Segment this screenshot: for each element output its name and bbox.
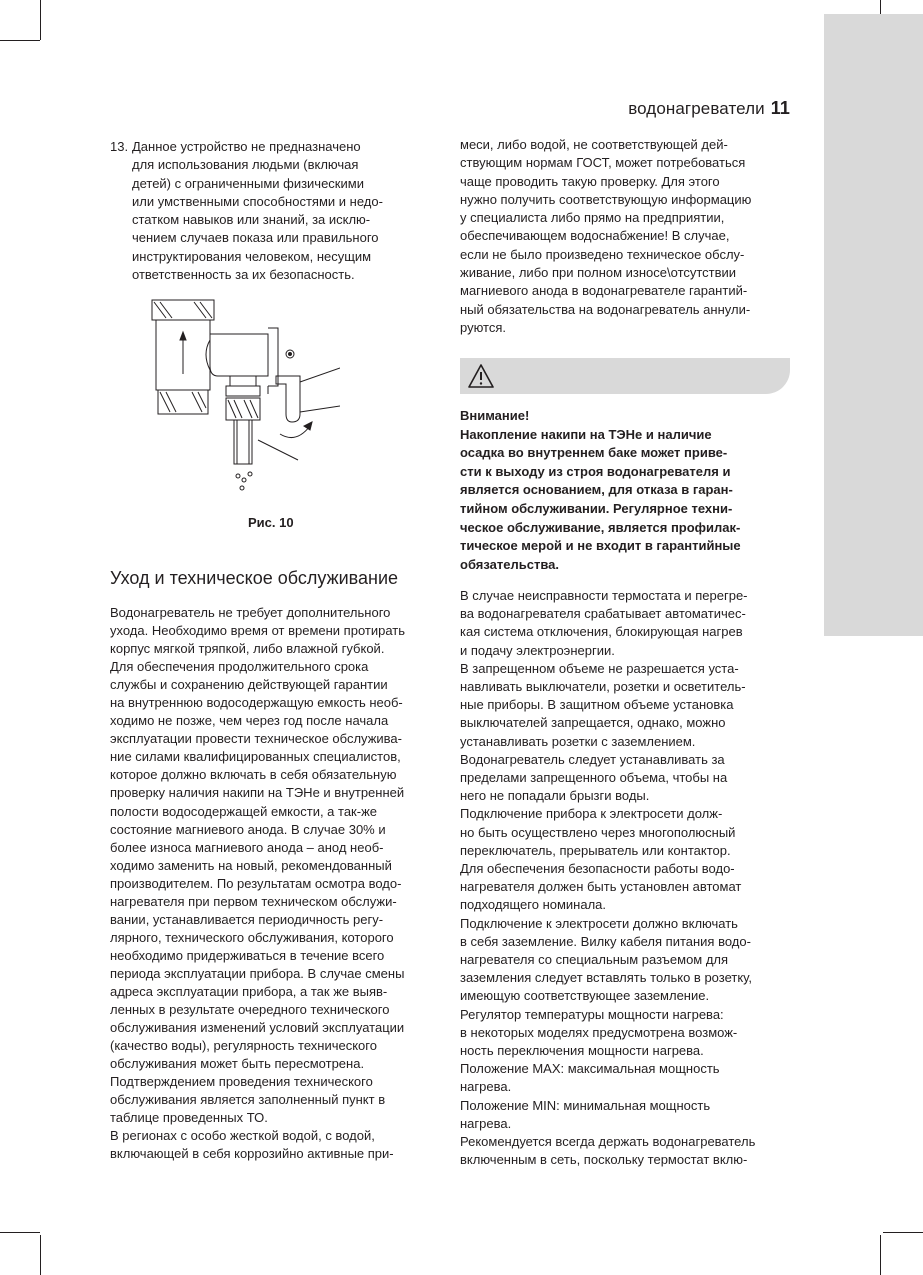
text-line: обслуживания может быть пересмотрена.	[110, 1056, 365, 1072]
text-line: руются.	[460, 319, 507, 335]
water-heater-valve-figure	[140, 294, 340, 504]
text-line: ствующим нормам ГОСТ, может потребоваться	[460, 155, 746, 171]
text-line: эксплуатации провести техническое обслужива-	[110, 731, 402, 747]
text-line: если не было произведено техническое обслу-	[460, 246, 745, 262]
text-line: на внутреннюю водосодержащую емкость необ-	[110, 695, 403, 711]
text-line: службы и сохранению действующей гарантии	[110, 677, 388, 693]
drain-pipe-drawing	[226, 376, 260, 490]
text-line: Водонагреватель следует устанавливать за	[460, 751, 725, 767]
list-item-13	[110, 138, 440, 284]
text-line: полости водосодержащей емкости, а так-же	[110, 803, 378, 819]
text-line: обслуживания изменений условий эксплуатации	[110, 1020, 405, 1036]
text-line: ходимо заменить на новый, рекомендованный	[110, 857, 392, 873]
warning-line: Накопление накипи на ТЭНе и наличие	[460, 426, 712, 442]
warning-line: осадка во внутреннем баке может приве-	[460, 445, 728, 461]
text-line: меси, либо водой, не соответствующей дей-	[460, 137, 728, 152]
text-line: заземления следует вставлять только в розетку,	[460, 970, 752, 986]
text-line: ние силами квалифицированных специалистов,	[110, 749, 401, 765]
text-line: (качество воды), регулярность технического	[110, 1038, 377, 1054]
text-line: Подтверждением проведения технического	[110, 1074, 373, 1090]
text-line: чаще проводить такую проверку. Для этого	[460, 173, 720, 189]
text-line: пределами запрещенного объема, чтобы на	[460, 770, 728, 786]
text-line: лярного, технического обслуживания, которого	[110, 929, 394, 945]
text-line: нагревателя должен быть установлен автомат	[460, 879, 742, 895]
text-line: живание, либо при полном износе\отсутствии	[460, 265, 737, 281]
crop-mark	[40, 0, 41, 40]
text-line: выключателей запрещается, однако, можно	[460, 715, 726, 731]
text-line: проверку наличия накипи на ТЭНе и внутренней	[110, 785, 405, 801]
text-line: нагрева.	[460, 1079, 512, 1095]
text-line: имеющую соответствующее заземление.	[460, 988, 710, 1004]
warning-triangle-icon	[467, 363, 495, 389]
text-line: нужно получить соответствующую информацию	[460, 191, 752, 207]
crop-mark	[880, 1235, 881, 1275]
text-line: для использования людьми (включая	[132, 157, 359, 173]
text-line: Водонагреватель не требует дополнительного	[110, 605, 391, 620]
section-title: Уход и техническое обслуживание	[110, 568, 399, 588]
item-number: 13.	[110, 139, 129, 154]
text-line: в себя заземление. Вилку кабеля питания водо-	[460, 933, 751, 949]
text-line: корпус мягкой тряпкой, либо влажной губкой.	[110, 641, 385, 657]
text-line: Данное устройство не предназначено	[132, 139, 361, 154]
text-line: нагревателя со специальным разъемом для	[460, 952, 729, 968]
text-line: Для обеспечения безопасности работы водо-	[460, 861, 735, 877]
text-line: ответственность за их безопасность.	[132, 267, 355, 283]
text-line: которое должно включать в себя обязательную	[110, 767, 397, 783]
right-top-text	[460, 136, 796, 337]
crop-mark	[0, 1232, 40, 1233]
text-line: и подачу электроэнергии.	[460, 642, 615, 658]
text-line: адреса эксплуатации прибора, а так же выяв-	[110, 983, 388, 999]
text-line: более износа магниевого анода – анод необ-	[110, 839, 384, 855]
text-line: В регионах с особо жесткой водой, с водой,	[110, 1128, 375, 1144]
text-line: него не попадали брызги воды.	[460, 788, 650, 804]
text-line: состояние магниевого анода. В случае 30% и	[110, 821, 386, 837]
text-line: кая система отключения, блокирующая нагрев	[460, 624, 743, 640]
warning-line: тийном обслуживании. Регулярное техни-	[460, 500, 733, 516]
warning-text	[460, 407, 796, 574]
warning-line: обязательства.	[460, 556, 560, 572]
page-header	[628, 96, 790, 121]
warning-line: ческое обслуживание, является профилак-	[460, 519, 741, 535]
text-line: В случае неисправности термостата и перегре-	[460, 588, 748, 603]
right-bottom-text	[460, 587, 796, 1170]
page-number: 11	[770, 98, 790, 118]
text-line: инструктирования человеком, несущим	[132, 248, 372, 264]
text-line: ные приборы. В защитном объеме установка	[460, 697, 734, 713]
text-line: необходимо придерживаться в течение всего	[110, 947, 385, 963]
item-13-text	[132, 138, 440, 284]
text-line: Регулятор температуры мощности нагрева:	[460, 1006, 724, 1022]
text-line: включенным в сеть, поскольку термостат вклю-	[460, 1152, 748, 1168]
text-line: периода эксплуатации прибора. В случае смены	[110, 965, 405, 981]
text-line: ухода. Необходимо время от времени протирать	[110, 623, 406, 639]
text-line: ность переключения мощности нагрева.	[460, 1043, 704, 1059]
text-line: детей) с ограниченными физическими	[132, 175, 364, 191]
warning-line: сти к выходу из строя водонагревателя и	[460, 463, 731, 479]
header-section: водонагреватели	[628, 99, 765, 118]
figure-caption: Рис. 10	[248, 515, 294, 530]
text-line: Подключение прибора к электросети долж-	[460, 806, 723, 822]
left-body-text	[110, 604, 440, 1163]
text-line: у специалиста либо прямо на предприятии,	[460, 210, 725, 226]
crop-mark	[0, 40, 40, 41]
text-line: Рекомендуется всегда держать водонагреватель	[460, 1134, 756, 1150]
text-line: или умственными способностями и недо-	[132, 193, 383, 209]
text-line: устанавливать розетки с заземлением.	[460, 733, 696, 749]
text-line: магниевого анода в водонагревателе гарантий-	[460, 283, 748, 299]
text-line: Подключение к электросети должно включать	[460, 915, 738, 931]
text-line: чением случаев показа или правильного	[132, 230, 379, 246]
text-line: подходящего номинала.	[460, 897, 607, 913]
lever-drawing	[258, 368, 340, 460]
text-line: производителем. По результатам осмотра водо-	[110, 875, 402, 891]
text-line: ва водонагревателя срабатывает автоматичес-	[460, 606, 746, 622]
text-line: переключатель, прерыватель или контактор.	[460, 842, 731, 858]
text-line: статком навыков или знаний, за исклю-	[132, 212, 371, 228]
text-line: навливать выключатели, розетки и осветитель-	[460, 679, 746, 695]
side-tab	[824, 14, 923, 636]
text-line: таблице проведенных ТО.	[110, 1110, 268, 1126]
text-line: обеспечивающем водоснабжение! В случае,	[460, 228, 730, 244]
text-line: но быть осуществлено через многополюсный	[460, 824, 736, 840]
text-line: нагревателя при первом техническом обслужи-	[110, 893, 397, 909]
valve-body-drawing	[152, 300, 294, 414]
text-line: ходимо не позже, чем через год после начала	[110, 713, 389, 729]
text-line: нагрева.	[460, 1115, 512, 1131]
warning-line: является основанием, для отказа в гаран-	[460, 482, 733, 498]
crop-mark	[883, 1232, 923, 1233]
warning-line: Внимание!	[460, 408, 530, 423]
text-line: Положение MIN: минимальная мощность	[460, 1097, 711, 1113]
text-line: ный обязательства на водонагреватель аннули-	[460, 301, 751, 317]
text-line: вании, устанавливается периодичность регу-	[110, 911, 384, 927]
text-line: включающей в себя коррозийно активные при-	[110, 1146, 394, 1162]
crop-mark	[40, 1235, 41, 1275]
warning-line: тическое мерой и не входит в гарантийные	[460, 538, 741, 554]
warning-bar	[460, 358, 790, 394]
text-line: в некоторых моделях предусмотрена возмож-	[460, 1024, 738, 1040]
text-line: обслуживания является заполненный пункт в	[110, 1092, 386, 1108]
text-line: В запрещенном объеме не разрешается уста-	[460, 660, 739, 676]
text-line: ленных в результате очередного технического	[110, 1002, 390, 1018]
text-line: Для обеспечения продолжительного срока	[110, 659, 369, 675]
text-line: Положение MAX: максимальная мощность	[460, 1061, 720, 1077]
